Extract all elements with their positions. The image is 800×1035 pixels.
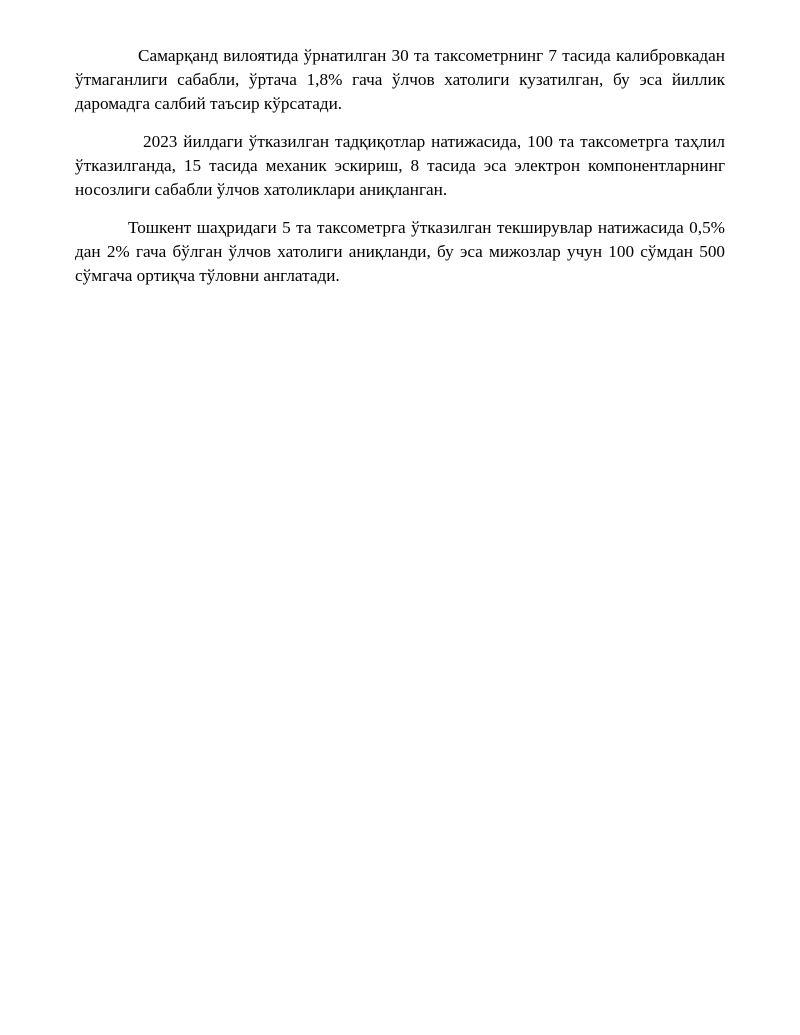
paragraph-tashkent: Тошкент шаҳридаги 5 та таксометрга ўтказилган текширувлар натижасида 0,5% дан 2% гача бўлган ўлчов хатолиги аниқланди, бу эса мижозлар учун 100 сўмдан 500 сўмгача ортиқча тўловни англатади. — [75, 218, 725, 285]
document-body — [75, 44, 725, 302]
paragraph-samarkand: Самарқанд вилоятида ўрнатилган 30 та таксометрнинг 7 тасида калибровкадан ўтмаганлиги сабабли, ўртача 1,8% гача ўлчов хатолиги кузатилган, бу эса йиллик даромадга салбий таъсир кўрсатади. — [75, 46, 725, 113]
paragraph-2023-study: 2023 йилдаги ўтказилган тадқиқотлар натижасида, 100 та таксометрга таҳлил ўтказилганда, 15 тасида механик эскириш, 8 тасида эса электрон компонентларнинг носозлиги сабабли ўлчов хатоликлари аниқланган. — [75, 132, 725, 199]
